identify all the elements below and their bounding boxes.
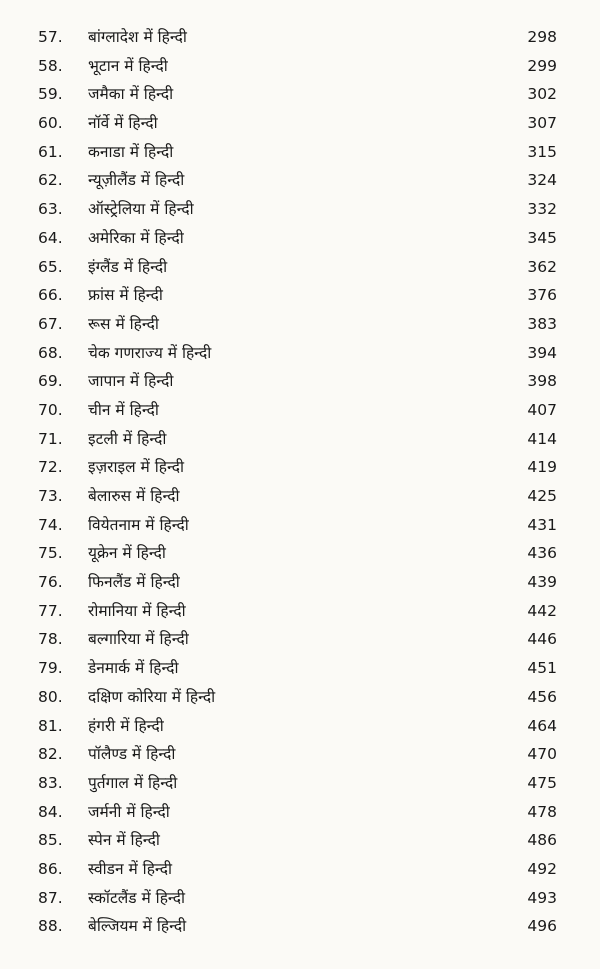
toc-entry-title: स्कॉटलैंड में हिन्दी — [88, 888, 185, 907]
toc-entry-number: 59. — [38, 85, 63, 104]
toc-entry-page: 383 — [527, 314, 557, 333]
toc-entry-title: ऑस्ट्रेलिया में हिन्दी — [88, 200, 194, 219]
toc-entry-number: 70. — [38, 400, 63, 419]
toc-entry-page: 456 — [527, 687, 557, 706]
toc-entry — [0, 80, 600, 109]
toc-entry — [0, 109, 600, 138]
toc-entry-number: 66. — [38, 286, 63, 305]
toc-entry — [0, 52, 600, 81]
toc-entry — [0, 826, 600, 855]
toc-entry-number: 88. — [38, 917, 63, 936]
toc-entry — [0, 597, 600, 626]
toc-entry-page: 376 — [527, 286, 557, 305]
toc-entry — [0, 453, 600, 482]
toc-entry-page: 439 — [527, 573, 557, 592]
toc-entry — [0, 138, 600, 167]
toc-entry-title: नॉर्वे में हिन्दी — [88, 114, 158, 133]
toc-entry-title: चीन में हिन्दी — [88, 400, 159, 419]
toc-entry — [0, 568, 600, 597]
toc-entry-page: 492 — [527, 859, 557, 878]
toc-entry — [0, 769, 600, 798]
toc-entry — [0, 339, 600, 368]
toc-entry-number: 73. — [38, 487, 63, 505]
toc-entry — [0, 539, 600, 568]
toc-entry-page: 407 — [527, 400, 557, 419]
toc-entry-page: 431 — [527, 515, 557, 534]
toc-entry — [0, 740, 600, 769]
toc-entry — [0, 482, 600, 511]
toc-entry-number: 68. — [38, 343, 63, 362]
toc-entry-title: जर्मनी में हिन्दी — [88, 802, 170, 821]
toc-entry-page: 307 — [527, 114, 557, 133]
toc-entry — [0, 23, 600, 52]
toc-entry-title: रोमानिया में हिन्दी — [88, 601, 186, 620]
toc-entry-title: दक्षिण कोरिया में हिन्दी — [88, 687, 216, 706]
toc-entry — [0, 511, 600, 540]
toc-entry-page: 299 — [527, 56, 557, 75]
toc-entry — [0, 798, 600, 827]
toc-entry-title: जापान में हिन्दी — [88, 372, 174, 391]
toc-entry-number: 65. — [38, 257, 63, 276]
toc-entry-number: 77. — [38, 601, 63, 620]
toc-entry-number: 81. — [38, 716, 63, 735]
toc-entry-number: 72. — [38, 458, 63, 477]
toc-entry — [0, 855, 600, 884]
toc-entry — [0, 625, 600, 654]
toc-entry-number: 62. — [38, 171, 63, 190]
toc-entry-page: 414 — [527, 429, 557, 448]
toc-entry-number: 67. — [38, 314, 63, 333]
toc-entry-title: पुर्तगाल में हिन्दी — [88, 773, 178, 792]
toc-entry-page: 496 — [527, 917, 557, 936]
toc-entry-title: इज़राइल में हिन्दी — [88, 458, 184, 477]
toc-entry — [0, 712, 600, 741]
toc-entry — [0, 425, 600, 454]
toc-entry-number: 79. — [38, 659, 63, 678]
toc-entry-title: बेलारुस में हिन्दी — [88, 487, 180, 505]
toc-entry-page: 425 — [527, 487, 557, 505]
toc-entry-title: यूक्रेन में हिन्दी — [88, 544, 166, 563]
toc-entry — [0, 884, 600, 913]
toc-entry — [0, 281, 600, 310]
toc-entry — [0, 166, 600, 195]
toc-entry-title: जमैका में हिन्दी — [88, 85, 174, 104]
toc-entry-number: 87. — [38, 888, 63, 907]
toc-entry-title: इंग्लैंड में हिन्दी — [88, 257, 168, 276]
toc-entry — [0, 310, 600, 339]
toc-entry-number: 74. — [38, 515, 63, 534]
toc-entry-title: इटली में हिन्दी — [88, 429, 167, 448]
toc-entry-page: 394 — [527, 343, 557, 362]
toc-entry-page: 478 — [527, 802, 557, 821]
toc-entry-number: 58. — [38, 56, 63, 75]
toc-entry-title: बांग्लादेश में हिन्दी — [88, 28, 187, 46]
toc-entry-page: 302 — [527, 85, 557, 104]
toc-entry-number: 84. — [38, 802, 63, 821]
toc-entry-number: 71. — [38, 429, 63, 448]
toc-entry-number: 64. — [38, 228, 63, 247]
toc-entry-page: 475 — [527, 773, 557, 792]
toc-entry-page: 362 — [527, 257, 557, 276]
toc-entry-title: न्यूज़ीलैंड में हिन्दी — [88, 171, 185, 190]
toc-entry-number: 86. — [38, 859, 63, 878]
toc-entry-page: 436 — [527, 544, 557, 563]
toc-entry-number: 75. — [38, 544, 63, 563]
toc-entry-title: अमेरिका में हिन्दी — [88, 228, 184, 247]
toc-entry-number: 82. — [38, 745, 63, 764]
toc-entry-title: वियेतनाम में हिन्दी — [88, 515, 189, 534]
toc-entry-page: 298 — [527, 28, 557, 46]
toc-entry-number: 85. — [38, 831, 63, 850]
toc-entry-number: 63. — [38, 200, 63, 219]
toc-entry — [0, 654, 600, 683]
toc-entry-page: 451 — [527, 659, 557, 678]
toc-entry-title: कनाडा में हिन्दी — [88, 142, 174, 161]
toc-entry — [0, 224, 600, 253]
toc-entry — [0, 683, 600, 712]
toc-entry-title: पॉलैण्ड में हिन्दी — [88, 745, 176, 764]
toc-entry-number: 76. — [38, 573, 63, 592]
toc-entry — [0, 396, 600, 425]
toc-entry-page: 324 — [527, 171, 557, 190]
toc-entry-title: फ्रांस में हिन्दी — [88, 286, 163, 305]
toc-entry-title: स्वीडन में हिन्दी — [88, 859, 172, 878]
toc-entry-page: 332 — [527, 200, 557, 219]
toc-entry-title: रूस में हिन्दी — [88, 314, 159, 333]
toc-entry-number: 69. — [38, 372, 63, 391]
toc-entry-number: 60. — [38, 114, 63, 133]
toc-entry-page: 464 — [527, 716, 557, 735]
toc-entry-title: फिनलैंड में हिन्दी — [88, 573, 180, 592]
toc-entry — [0, 912, 600, 941]
toc-entry-number: 80. — [38, 687, 63, 706]
toc-entry-title: चेक गणराज्य में हिन्दी — [88, 343, 212, 362]
toc-entry-number: 57. — [38, 28, 63, 46]
toc-entry-page: 419 — [527, 458, 557, 477]
toc-entry-page: 470 — [527, 745, 557, 764]
toc-entry-page: 315 — [527, 142, 557, 161]
toc-entry — [0, 253, 600, 282]
toc-entry-title: भूटान में हिन्दी — [88, 56, 168, 75]
toc-entry-page: 345 — [527, 228, 557, 247]
toc-entry — [0, 195, 600, 224]
toc-entry-page: 398 — [527, 372, 557, 391]
toc-entry-page: 493 — [527, 888, 557, 907]
toc-entry-title: डेनमार्क में हिन्दी — [88, 659, 179, 678]
toc-entry-title: स्पेन में हिन्दी — [88, 831, 160, 850]
toc-entry-title: बल्गारिया में हिन्दी — [88, 630, 189, 649]
table-of-contents — [0, 23, 600, 941]
toc-entry-number: 78. — [38, 630, 63, 649]
toc-entry-title: बेल्जियम में हिन्दी — [88, 917, 187, 936]
toc-entry-page: 446 — [527, 630, 557, 649]
toc-entry-number: 61. — [38, 142, 63, 161]
toc-entry-page: 442 — [527, 601, 557, 620]
toc-entry-title: हंगरी में हिन्दी — [88, 716, 164, 735]
toc-entry — [0, 367, 600, 396]
toc-entry-number: 83. — [38, 773, 63, 792]
toc-entry-page: 486 — [527, 831, 557, 850]
